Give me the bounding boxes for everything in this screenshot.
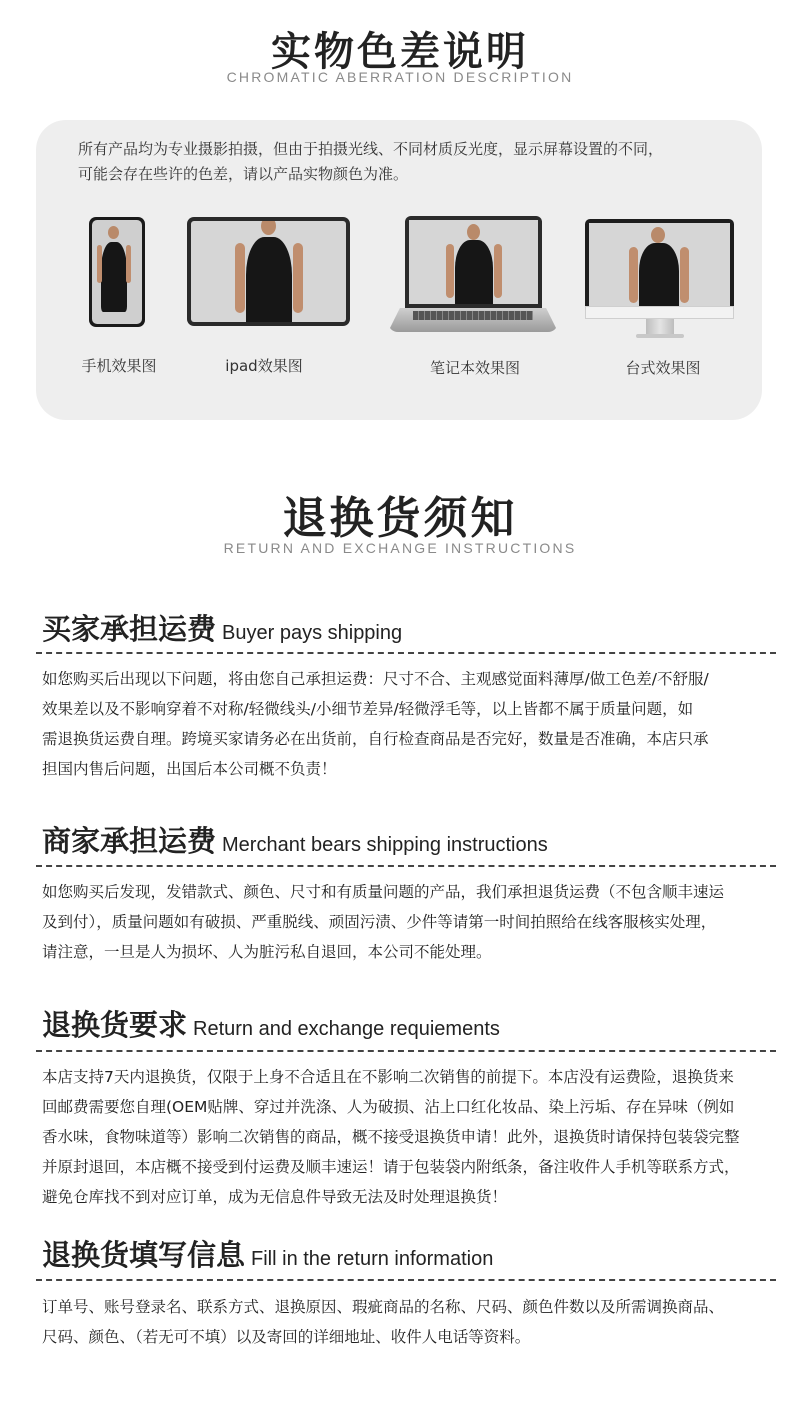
- section-title-cn: 退换货填写信息: [42, 1238, 246, 1272]
- body-line: 本店支持7天内退换货，仅限于上身不合适且在不影响二次销售的前提下。本店没有运费险，退换货来: [42, 1068, 734, 1086]
- chromatic-subtitle: CHROMATIC ABERRATION DESCRIPTION: [226, 69, 574, 85]
- dashed-divider: [36, 1279, 776, 1281]
- device-label-tablet: ipad效果图: [225, 357, 303, 375]
- section-title-en: Buyer pays shipping: [222, 622, 403, 644]
- section-heading-merchant: [42, 819, 548, 860]
- body-line: 请注意，一旦是人为损坏、人为脏污私自退回，本公司不能处理。: [42, 943, 492, 961]
- section-heading-fill-info: [42, 1233, 493, 1274]
- body-line: 并原封退回，本店概不接受到付运费及顺丰速运！请于包装袋内附纸条，备注收件人手机等联系方式，: [42, 1158, 740, 1176]
- section-title-cn: 买家承担运费: [42, 612, 217, 646]
- desktop-chin: [585, 306, 734, 319]
- body-line: 避免仓库找不到对应订单，成为无信息件导致无法及时处理退换货！: [42, 1188, 508, 1206]
- section-title-cn: 退换货要求: [42, 1008, 188, 1042]
- body-line: 及到付），质量问题如有破损、严重脱线、顽固污渍、少件等请第一时间拍照给在线客服核实处理，: [42, 913, 717, 931]
- chromatic-title: 实物色差说明: [271, 29, 529, 75]
- chromatic-text-line-2: 可能会存在些许的色差，请以产品实物颜色为准。: [78, 165, 409, 183]
- desktop-stand: [646, 319, 674, 335]
- device-label-desktop: 台式效果图: [625, 359, 701, 377]
- chromatic-description: [78, 137, 758, 187]
- device-label-laptop: 笔记本效果图: [429, 359, 520, 377]
- body-line: 担国内售后问题，出国后本公司概不负责！: [42, 760, 337, 778]
- body-line: 需退换货运费自理。跨境买家请务必在出货前，自行检查商品是否完好，数量是否准确，本店只承: [42, 730, 709, 748]
- body-line: 效果差以及不影响穿着不对称/轻微线头/小细节差异/轻微浮毛等，以上皆都不属于质量问题，如: [42, 700, 694, 718]
- section-body-fill-info: [42, 1292, 782, 1352]
- section-body-requirements: [42, 1062, 782, 1212]
- body-line: 香水味，食物味道等）影响二次销售的商品，概不接受退换货申请！此外，退换货时请保持包装袋完整: [42, 1128, 740, 1146]
- dashed-divider: [36, 865, 776, 867]
- returns-title: 退换货须知: [282, 493, 518, 544]
- section-body-buyer: [42, 664, 782, 784]
- section-body-merchant: [42, 877, 782, 967]
- section-title-en: Return and exchange requiements: [193, 1018, 500, 1040]
- returns-subtitle: RETURN AND EXCHANGE INSTRUCTIONS: [223, 540, 577, 556]
- body-line: 尺码、颜色、（若无可不填）以及寄回的详细地址、收件人电话等资料。: [42, 1328, 531, 1346]
- section-title-cn: 商家承担运费: [42, 824, 217, 858]
- device-label-phone: 手机效果图: [81, 357, 157, 375]
- laptop-keyboard: [413, 311, 533, 320]
- body-line: 如您购买后发现，发错款式、颜色、尺寸和有质量问题的产品，我们承担退货运费（不包含顺丰速运: [42, 883, 725, 901]
- phone-icon: [89, 217, 145, 327]
- body-line: 订单号、账号登录名、联系方式、退换原因、瑕疵商品的名称、尺码、颜色件数以及所需调换商品、: [42, 1298, 725, 1316]
- dashed-divider: [36, 652, 776, 654]
- laptop-icon: [405, 216, 542, 308]
- section-heading-buyer: [42, 607, 402, 648]
- tablet-icon: [187, 217, 350, 326]
- chromatic-text-line-1: 所有产品均为专业摄影拍摄，但由于拍摄光线、不同材质反光度，显示屏幕设置的不同，: [78, 140, 664, 158]
- body-line: 回邮费需要您自理(OEM贴牌、穿过并洗涤、人为破损、沾上口红化妆品、染上污垢、存在异味（例如: [42, 1098, 735, 1116]
- section-title-en: Fill in the return information: [251, 1248, 494, 1270]
- dashed-divider: [36, 1050, 776, 1052]
- body-line: 如您购买后出现以下问题，将由您自己承担运费：尺寸不合、主观感觉面料薄厚/做工色差/不舒服/: [42, 670, 709, 688]
- desktop-foot: [636, 334, 684, 338]
- section-title-en: Merchant bears shipping instructions: [222, 834, 548, 856]
- desktop-icon: [585, 219, 734, 317]
- section-heading-requirements: [42, 1003, 500, 1044]
